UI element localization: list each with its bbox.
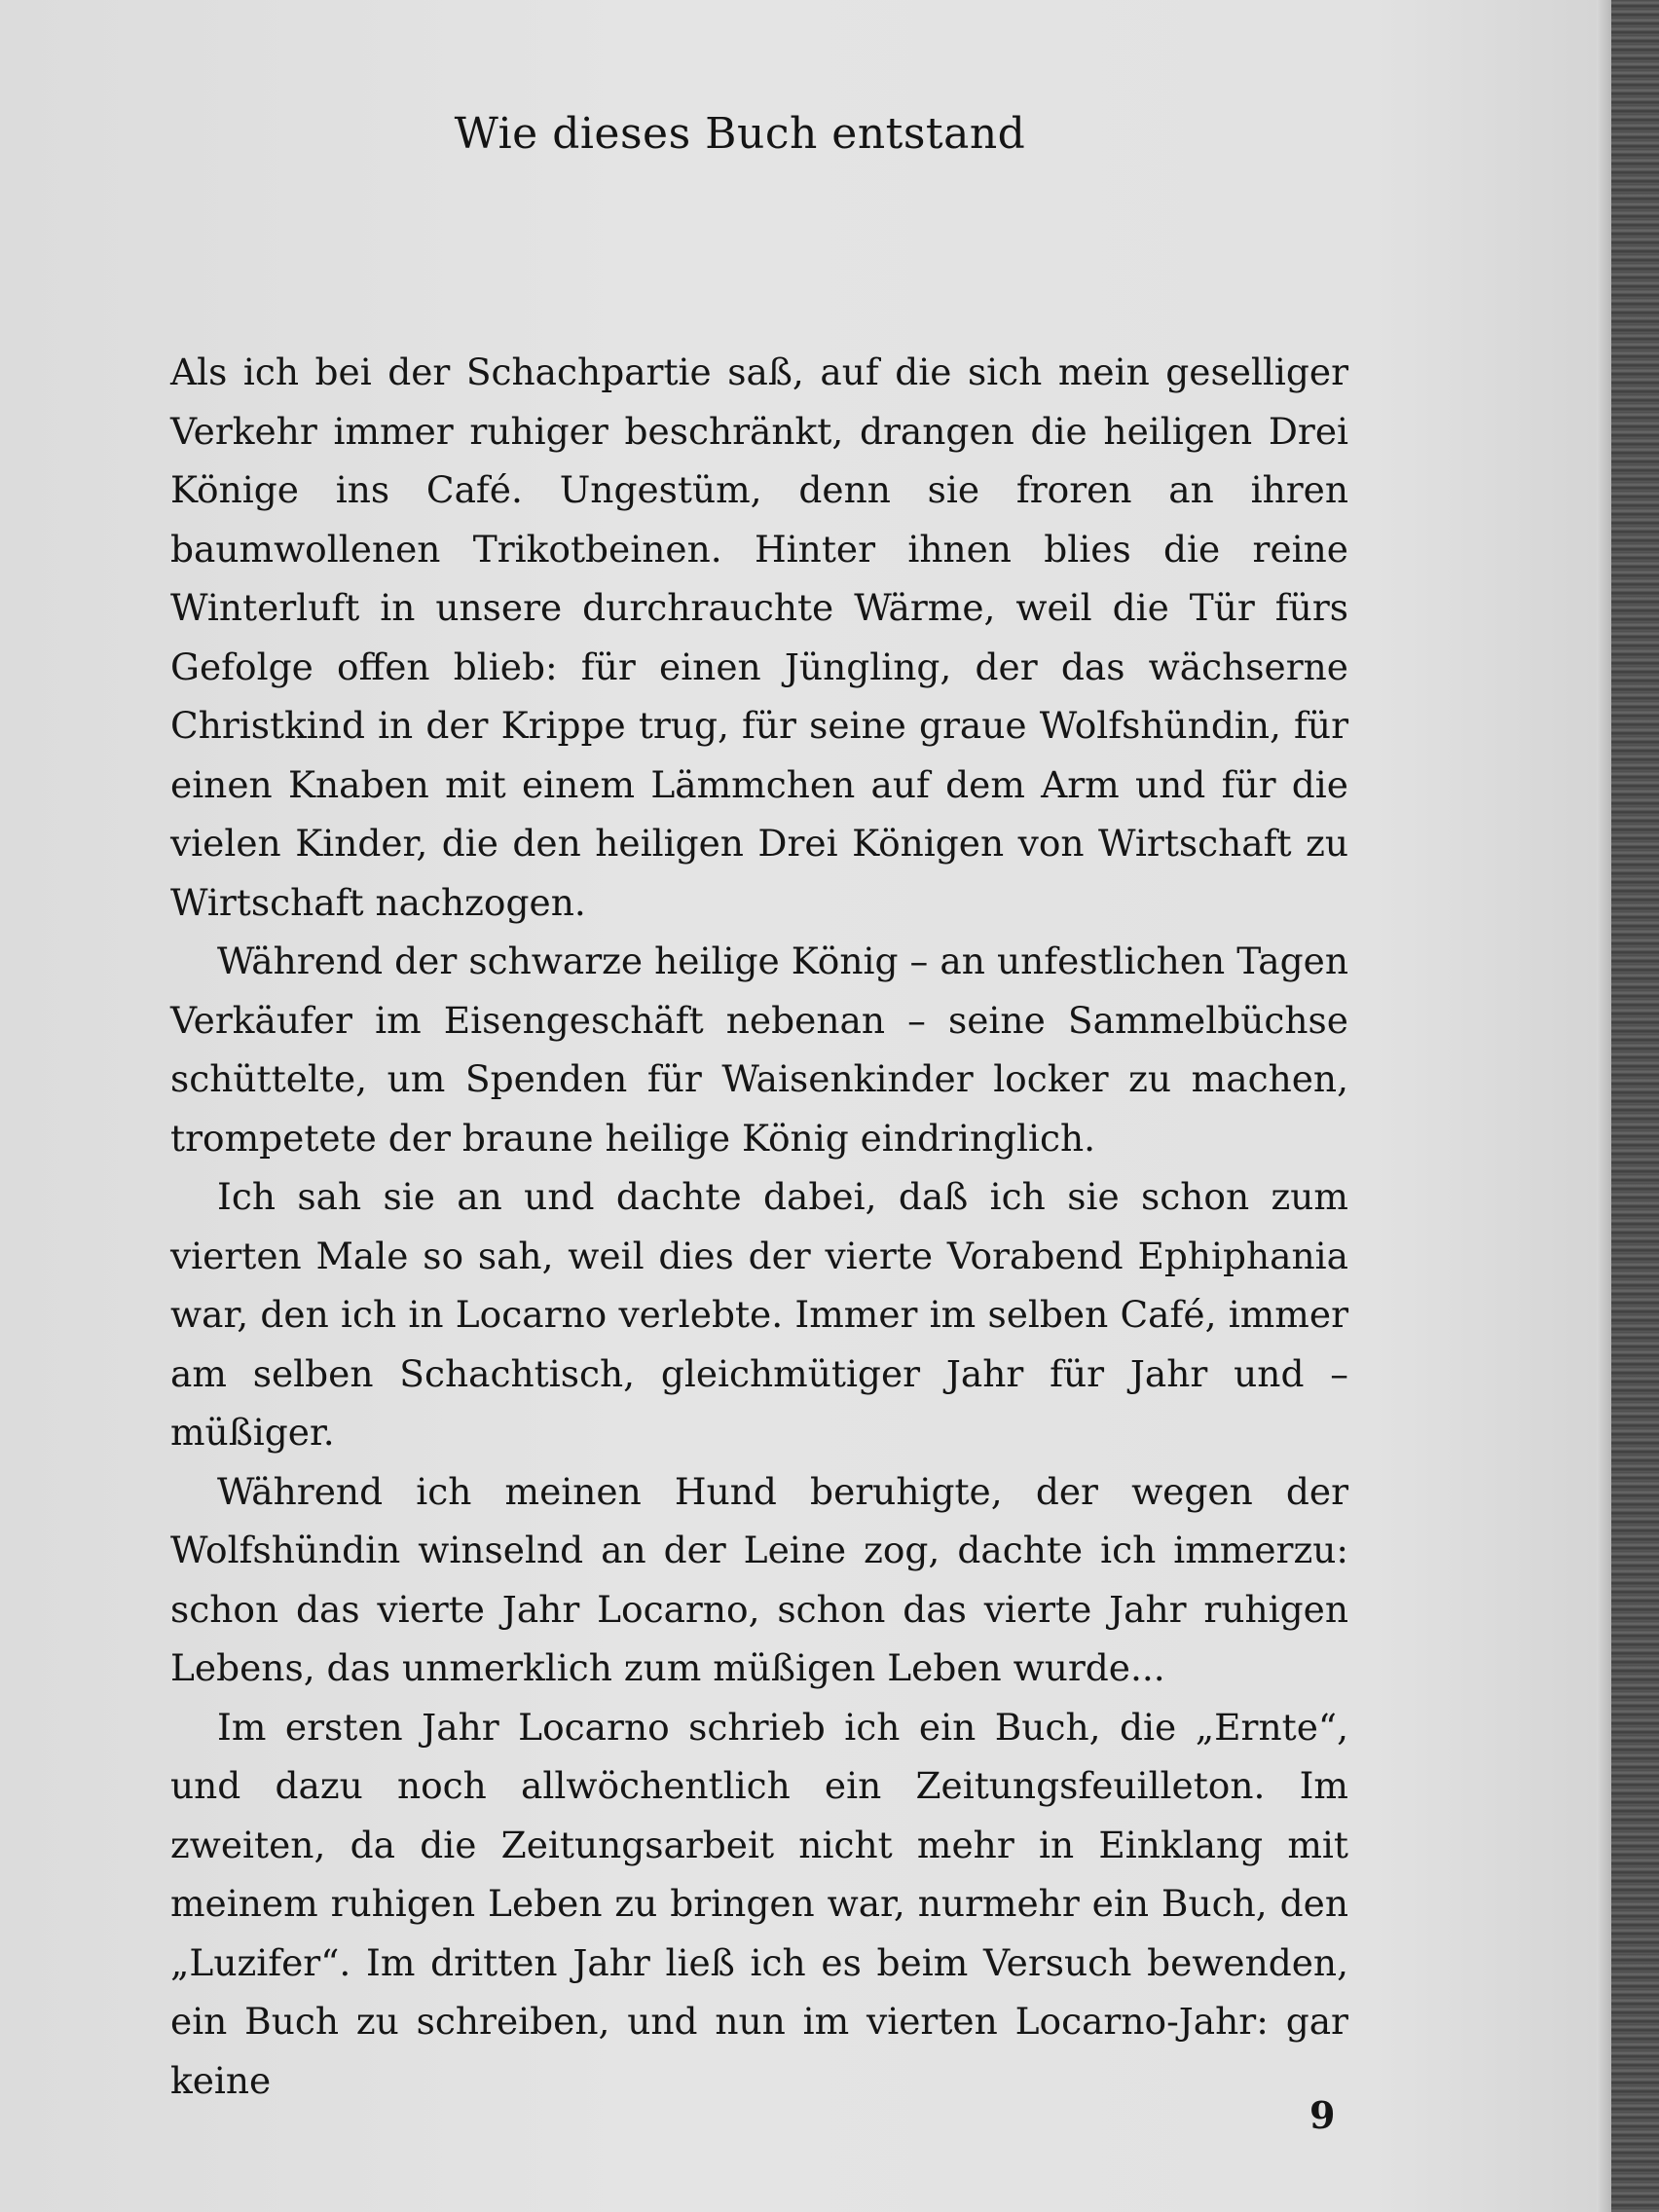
paragraph-2: Während der schwarze heilige König – an unfestlichen Tagen Verkäufer im Eisengeschäft nebenan – seine Sammelbüchse schüttelte, um Spenden für Waisenkinder locker zu machen, trompetete der braune heilige König eindringlich.	[170, 940, 1348, 1160]
chapter-title: Wie dieses Buch entstand	[454, 109, 1026, 159]
paragraph-4: Während ich meinen Hund beruhigte, der wegen der Wolfshündin winselnd an der Leine zog, dachte ich immerzu: schon das vierte Jahr Locarno, schon das vierte Jahr ruhigen Lebens, das unmerklich zum müßigen Leben wurde...	[170, 1469, 1348, 1689]
paragraph-1: Als ich bei der Schachpartie saß, auf die sich mein geselliger Verkehr immer ruhiger beschränkt, drangen die heiligen Drei Könige ins Café. Ungestüm, denn sie froren an ihren baumwollenen Trikotbeinen. Hinter ihnen blies die reine Winterluft in unsere durchrauchte Wärme, weil die Tür fürs Gefolge offen blieb: für einen Jüngling, der das wächserne Christkind in der Krippe trug, für seine graue Wolfshündin, für einen Knaben mit einem Lämmchen auf dem Arm und für die vielen Kinder, die den heiligen Drei Königen von Wirtschaft zu Wirtschaft nachzogen.	[170, 350, 1348, 924]
book-spine	[1611, 0, 1659, 2212]
paragraph-5: Im ersten Jahr Locarno schrieb ich ein Buch, die „Ernte“, und dazu noch allwöchentlich ein Zeitungsfeuilleton. Im zweiten, da die Zeitungsarbeit nicht mehr in Einklang mit meinem ruhigen Leben zu bringen war, nurmehr ein Buch, den „Luzifer“. Im dritten Jahr ließ ich es beim Versuch bewenden, ein Buch zu schreiben, und nun im vierten Locarno-Jahr: gar keine	[170, 1705, 1348, 2102]
body-text	[170, 343, 1348, 2110]
page-number: 9	[1309, 2093, 1336, 2137]
page-edge-shadow	[1597, 0, 1611, 2212]
paragraph-3: Ich sah sie an und dachte dabei, daß ich sie schon zum vierten Male so sah, weil dies der vierte Vorabend Ephiphania war, den ich in Locarno verlebte. Immer im selben Café, immer am selben Schachtisch, gleichmütiger Jahr für Jahr und – müßiger.	[170, 1175, 1348, 1454]
